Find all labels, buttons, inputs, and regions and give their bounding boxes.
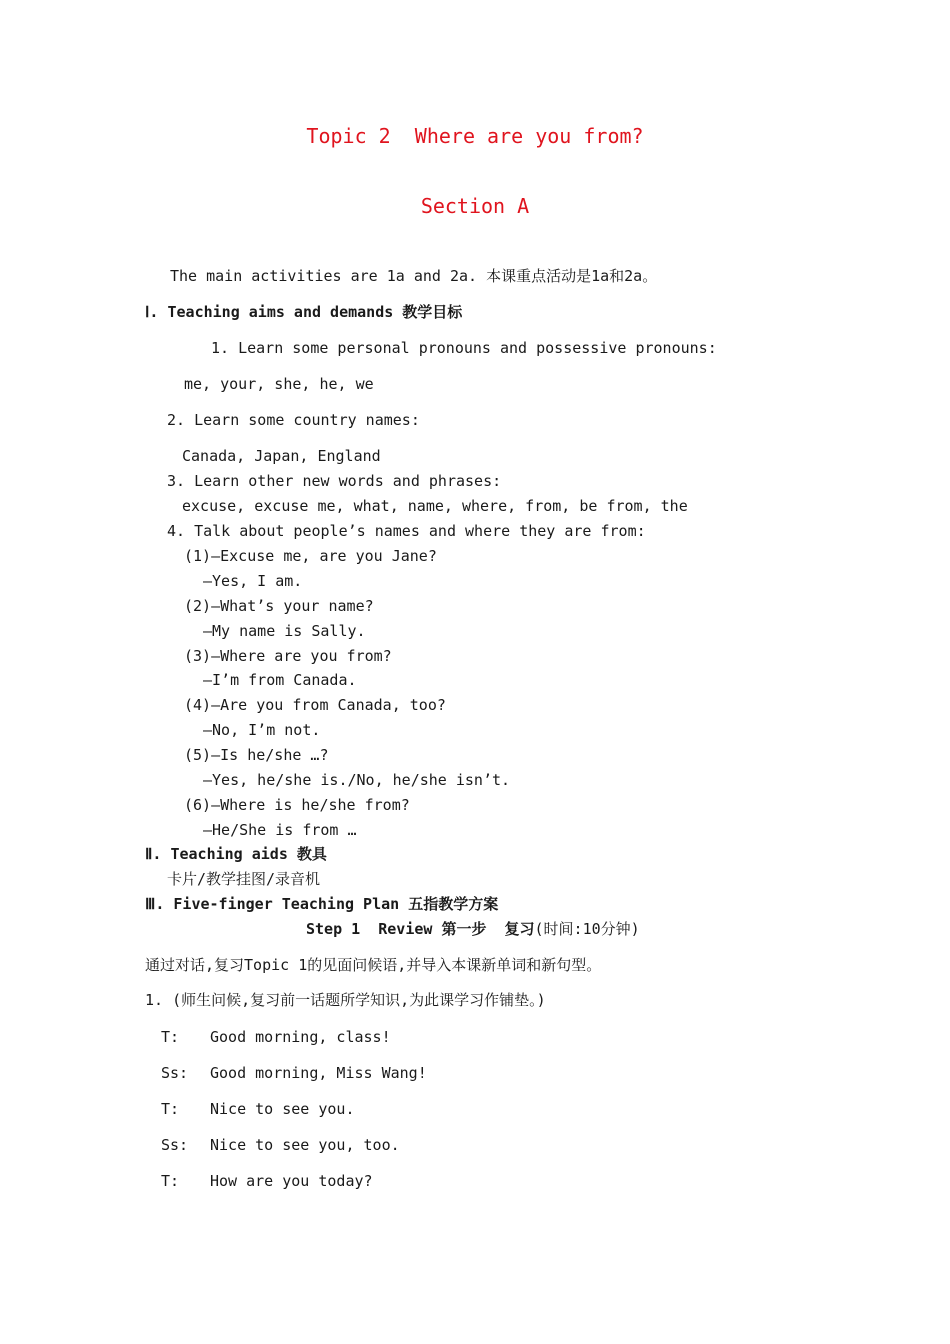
aims-heading: Ⅰ. Teaching aims and demands 教学目标 [145,303,463,321]
aids-heading: Ⅱ. Teaching aids 教具 [145,845,327,863]
conversation-line [161,1135,400,1155]
utterance: Nice to see you. [210,1100,355,1118]
speaker-label: Ss: [161,1064,189,1082]
dialogue-answer: —No, I’m not. [203,721,321,739]
conversation-line [161,1027,391,1047]
dialogue-answer: —My name is Sally. [203,622,366,640]
dialogue-question: (6)—Where is he/she from? [184,796,410,814]
dialogue-question: (4)—Are you from Canada, too? [184,696,446,714]
utterance: Nice to see you, too. [210,1136,400,1154]
dialogue-answer: —Yes, I am. [203,572,303,590]
speaker-label: Ss: [161,1136,189,1154]
aim-item-3-words: excuse, excuse me, what, name, where, from, be from, the [182,497,688,515]
step-1-title: Step 1 Review 第一步 复习 [306,920,535,938]
aim-item-1-words: me, your, she, he, we [184,375,374,393]
aim-item-2: 2. Learn some country names: [167,411,420,429]
aim-item-1: 1. Learn some personal pronouns and possessive pronouns: [211,339,717,357]
speaker-label: T: [161,1100,180,1118]
aim-item-4: 4. Talk about people’s names and where they are from: [167,522,646,540]
aim-item-3: 3. Learn other new words and phrases: [167,472,502,490]
conversation-line [161,1099,355,1119]
dialogue-question: (3)—Where are you from? [184,647,392,665]
dialogue-question: (2)—What’s your name? [184,597,374,615]
dialogue-answer: —Yes, he/she is./No, he/she isn’t. [203,771,511,789]
step-1-description: 通过对话,复习Topic 1的见面问候语,并导入本课新单词和新句型。 [145,956,602,974]
utterance: How are you today? [210,1172,373,1190]
utterance: Good morning, class! [210,1028,391,1046]
dialogue-answer: —I’m from Canada. [203,671,357,689]
aim-item-2-words: Canada, Japan, England [182,447,381,465]
step-1-heading [306,919,640,939]
aids-content: 卡片/教学挂图/录音机 [167,870,321,888]
conversation-line [161,1171,373,1191]
plan-heading: Ⅲ. Five-finger Teaching Plan 五指教学方案 [145,895,499,913]
topic-title: Topic 2 Where are you from? [306,124,644,148]
speaker-label: T: [161,1172,180,1190]
step-1-time: (时间:10分钟) [534,920,640,938]
step-1-point-1: 1. (师生问候,复习前一话题所学知识,为此课学习作铺垫。) [145,991,546,1009]
section-title: Section A [420,194,530,218]
dialogue-question: (1)—Excuse me, are you Jane? [184,547,437,565]
conversation-line [161,1063,427,1083]
intro-text: The main activities are 1a and 2a. 本课重点活动是1a和2a。 [170,267,658,285]
utterance: Good morning, Miss Wang! [210,1064,427,1082]
dialogue-question: (5)—Is he/she …? [184,746,329,764]
dialogue-answer: —He/She is from … [203,821,357,839]
speaker-label: T: [161,1028,180,1046]
